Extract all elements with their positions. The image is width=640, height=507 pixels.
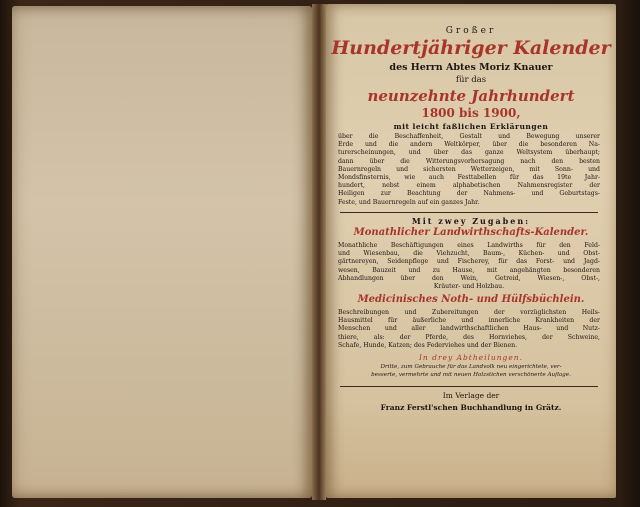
fuer-das-line: für das [455, 75, 487, 85]
text-line: und Wiesenbau, die Viehzucht, Baum-, Küchen- und Obst- [338, 250, 600, 258]
text-line: wesen, Bauzeit und zu Hause, mit angehängten besonderen [338, 266, 600, 274]
text-line: Mondsfinsternis, wie auch Festtabellen für das 19te Jahr- [338, 174, 600, 182]
text-line: über die Beschaffenheit, Gestalt und Bewegung unserer [338, 133, 600, 140]
text-line: hundert, nebst einem alphabetischen Nahmensregister der [338, 182, 600, 190]
text-line: turerscheinungen, und über das ganze Weltsystem überhaupt; [338, 149, 600, 157]
title-line-grosser: Großer [445, 26, 497, 36]
title-page [326, 4, 616, 498]
publisher-name: Franz Ferstl'schen Buchhandlung in Grätz. [380, 403, 562, 412]
text-line: Menschen und aller landwirthschaftlichen Haus- und Nutz- [338, 325, 600, 333]
text-line: Kräuter- und Holzbau. [433, 283, 505, 291]
medical-booklet-title: Medicinisches Noth- und Hülfsbüchlein. [357, 294, 585, 305]
century-title: neunzehnte Jahrhundert [367, 87, 575, 105]
description-paragraph [338, 133, 600, 207]
text-line: Beschreibungen und Zubereitungen der vorzüglichsten Heils- [338, 309, 600, 316]
years-line: 1800 bis 1900, [421, 106, 521, 120]
divider-rule [340, 212, 598, 213]
text-line: gärtnereyen, Seidenpflege und Fischerey, für das Forst- und Jagd- [338, 258, 600, 266]
text-line: Hausmittel für äußerliche und innerliche Krankheiten der [338, 317, 600, 325]
farm-calendar-paragraph [338, 242, 600, 291]
farm-calendar-title: Monathlicher Landwirthschafts-Kalender. [353, 227, 589, 238]
medical-paragraph [338, 309, 600, 350]
imprint-rule [340, 386, 598, 387]
text-line: Heiligen zur Beachtung der Nahmens- und Geburtstags- [338, 190, 600, 198]
text-line: Feste, und Bauernregeln auf ein ganzes Jahr. [338, 198, 480, 206]
edition-line-2: besserte, vermehrte und mit neuen Holzstichen verschönerte Auflage. [371, 372, 571, 378]
text-line: Erde und die andern Weltkörper, über die besonderen Na- [338, 141, 600, 149]
divisions-line: In drey Abtheilungen. [418, 353, 524, 362]
blank-left-page [12, 6, 312, 498]
publisher-intro: Im Verlage der [442, 391, 500, 400]
text-line: Monathliche Beschäftigungen eines Landwirths für den Feld- [338, 242, 600, 249]
text-line: Schafe, Hunde, Katzen; des Federviehes und der Bienen. [338, 341, 518, 349]
explanations-heading: mit leicht faßlichen Erklärungen [393, 122, 549, 131]
text-line: dann über die Witterungsvorhersagung nach den besten [338, 157, 600, 165]
author-line: des Herrn Abtes Moriz Knauer [389, 62, 553, 73]
book-gutter [312, 4, 326, 500]
main-title: Hundertjähriger Kalender [331, 37, 611, 59]
supplements-heading: Mit zwey Zugaben: [411, 216, 531, 226]
edition-line-1: Dritte, zum Gebrauche für das Landvolk neu eingerichtete, ver- [380, 364, 562, 370]
text-line: Abhandlungen über den Wein, Getreid, Wiesen-, Obst-, [338, 274, 600, 282]
text-line: Bauernregeln und sichersten Wetterzeigen, mit Sonn- und [338, 165, 600, 173]
text-line: thiere, als: der Pferde, des Hornviehes, der Schweine, [338, 333, 600, 341]
